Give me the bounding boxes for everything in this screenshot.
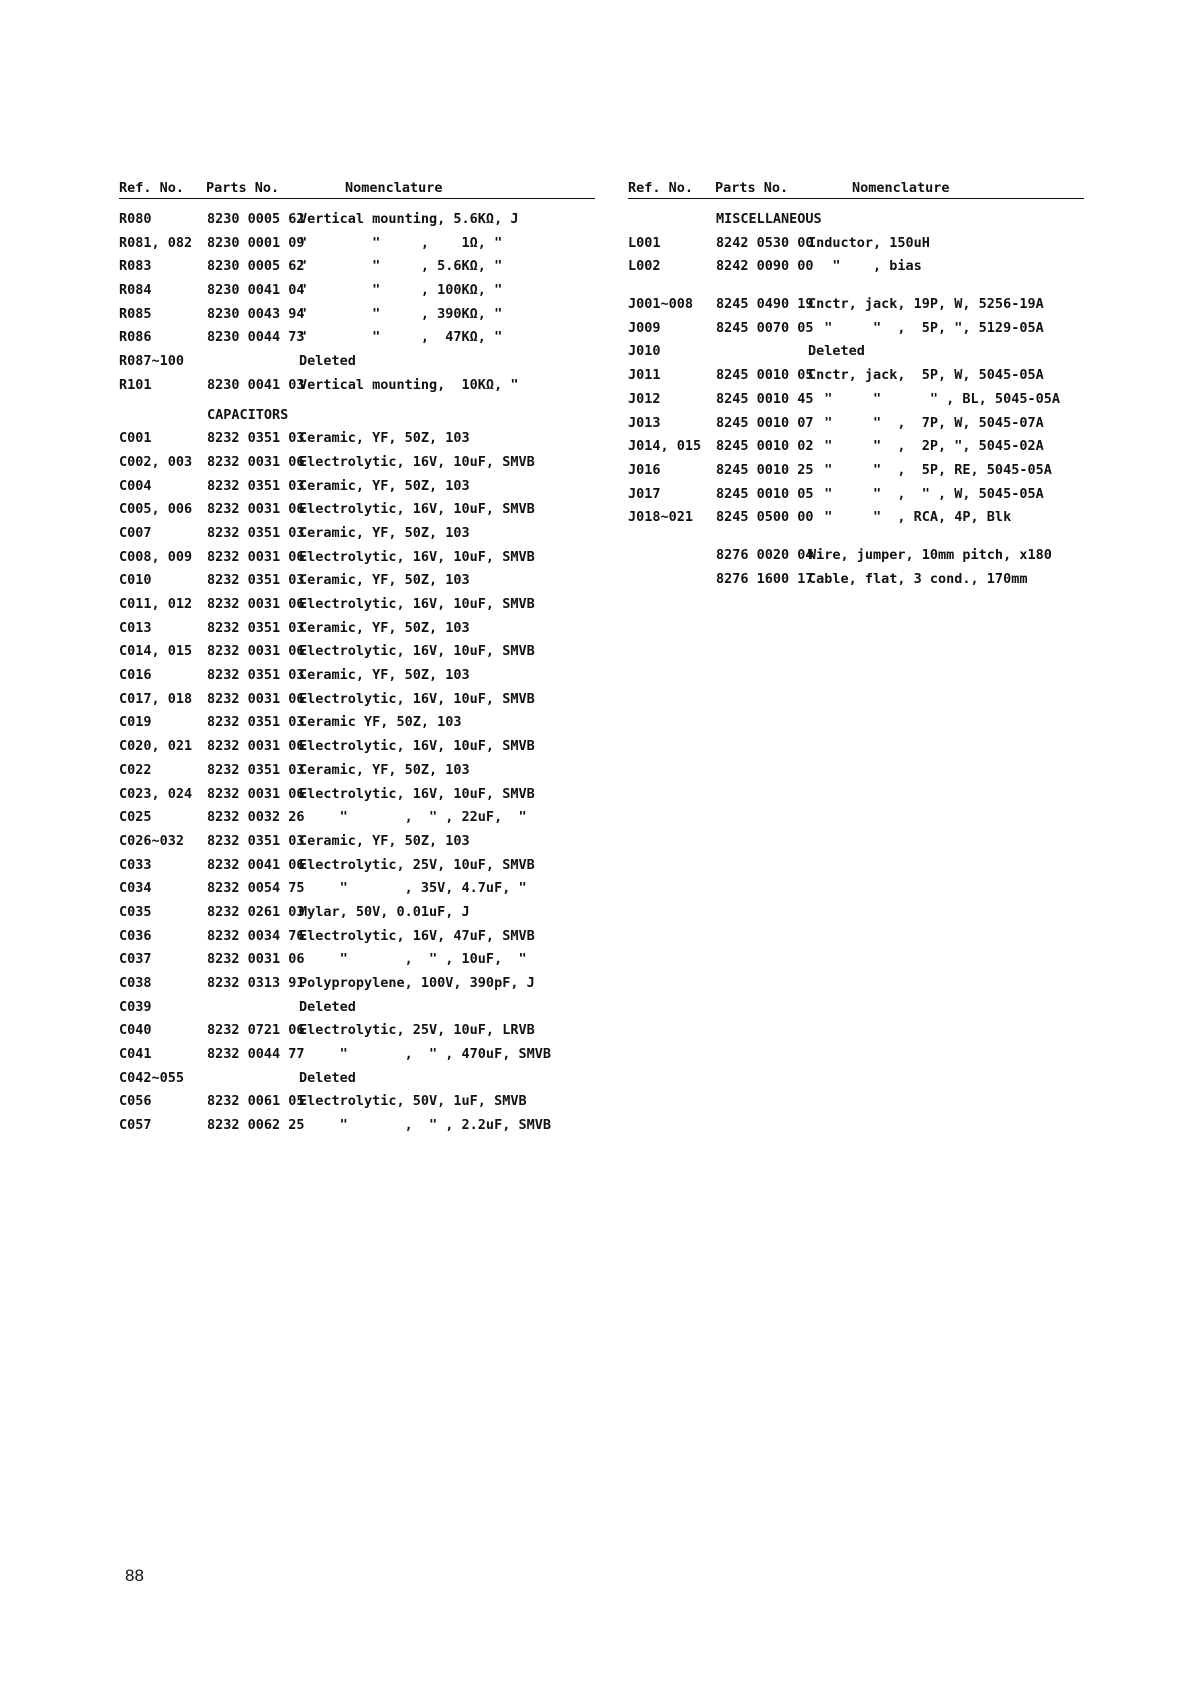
nomenclature-cell: Electrolytic, 50V, 1uF, SMVB [299, 1093, 527, 1110]
wire-cable-list [628, 545, 1084, 592]
table-row [119, 547, 595, 571]
nomenclature-cell: Electrolytic, 16V, 10uF, SMVB [299, 738, 535, 755]
nomenclature-cell: Electrolytic, 16V, 47uF, SMVB [299, 927, 535, 944]
nomenclature-cell: Ceramic, YF, 50Z, 103 [299, 477, 470, 494]
parts-no-cell: 8232 0351 03 [207, 714, 305, 731]
parts-no-cell: 8230 0041 04 [207, 282, 305, 299]
parts-no-cell: 8232 0061 05 [207, 1093, 305, 1110]
table-row [119, 256, 595, 280]
ref-no-cell: C019 [119, 714, 152, 731]
ref-no-cell: J016 [628, 461, 661, 478]
ref-no-cell: C033 [119, 856, 152, 873]
section-title-capacitors [119, 405, 595, 429]
table-row [119, 641, 595, 665]
ref-no-cell: C002, 003 [119, 453, 193, 470]
nomenclature-cell: Vertical mounting, 10KΩ, " [299, 376, 519, 393]
parts-no-cell: 8245 0070 05 [716, 319, 814, 336]
parts-no-cell: 8276 1600 17 [716, 570, 814, 587]
parts-no-cell: 8232 0032 26 [207, 809, 305, 826]
table-row [119, 973, 595, 997]
ref-no-header: Ref. No. [628, 180, 694, 196]
left-parts-table [119, 176, 595, 1139]
ref-no-cell: R081, 082 [119, 234, 193, 251]
table-row [119, 304, 595, 328]
parts-no-cell: 8232 0034 76 [207, 927, 305, 944]
nomenclature-cell: " , " , 10uF, " [299, 951, 527, 968]
nomenclature-cell: Electrolytic, 16V, 10uF, SMVB [299, 453, 535, 470]
nomenclature-cell: Inductor, 150uH [808, 234, 930, 251]
nomenclature-cell: Electrolytic, 25V, 10uF, SMVB [299, 856, 535, 873]
nomenclature-cell: " " , 1Ω, " [299, 234, 503, 251]
nomenclature-cell: Electrolytic, 16V, 10uF, SMVB [299, 548, 535, 565]
parts-no-header: Parts No. [715, 180, 789, 196]
parts-no-cell: 8232 0054 75 [207, 880, 305, 897]
ref-no-cell: C007 [119, 524, 152, 541]
ref-no-cell: J010 [628, 343, 661, 360]
nomenclature-cell: Cable, flat, 3 cond., 170mm [808, 570, 1028, 587]
parts-no-cell: 8230 0005 62 [207, 211, 305, 227]
nomenclature-cell: Polypropylene, 100V, 390pF, J [299, 975, 535, 991]
ref-no-cell: J013 [628, 414, 661, 431]
capacitors-title: CAPACITORS [207, 406, 289, 423]
parts-no-cell: 8230 0043 94 [207, 305, 305, 322]
nomenclature-cell: Vertical mounting, 5.6KΩ, J [299, 211, 519, 227]
nomenclature-cell: Mylar, 50V, 0.01uF, J [299, 903, 470, 920]
left-table-header [119, 176, 595, 199]
table-row [119, 1091, 595, 1115]
nomenclature-cell: Ceramic, YF, 50Z, 103 [299, 430, 470, 447]
nomenclature-cell: " " , 5P, RE, 5045-05A [808, 461, 1052, 478]
parts-no-cell: 8232 0351 03 [207, 572, 305, 589]
table-row [628, 294, 1084, 318]
table-row [119, 618, 595, 642]
table-row [119, 997, 595, 1021]
connector-list [628, 294, 1084, 531]
table-row [119, 570, 595, 594]
parts-no-cell: 8232 0261 03 [207, 903, 305, 920]
parts-no-cell: 8232 0044 77 [207, 1046, 305, 1063]
table-row [119, 831, 595, 855]
ref-no-cell: C026~032 [119, 832, 185, 849]
parts-no-cell: 8245 0010 05 [716, 485, 814, 502]
nomenclature-cell: " , " , 470uF, SMVB [299, 1046, 551, 1063]
parts-no-cell: 8232 0721 06 [207, 1022, 305, 1039]
parts-no-cell: 8232 0351 03 [207, 619, 305, 636]
ref-no-cell: C037 [119, 951, 152, 968]
table-row [628, 233, 1084, 257]
nomenclature-cell: " " , 7P, W, 5045-07A [808, 414, 1044, 431]
ref-no-cell: R086 [119, 329, 152, 346]
nomenclature-cell: " , 35V, 4.7uF, " [299, 880, 527, 897]
nomenclature-cell: Electrolytic, 16V, 10uF, SMVB [299, 501, 535, 518]
right-parts-table [628, 176, 1084, 592]
nomenclature-cell: Ceramic, YF, 50Z, 103 [299, 832, 470, 849]
nomenclature-cell: Cnctr, jack, 5P, W, 5045-05A [808, 367, 1044, 384]
table-row [628, 318, 1084, 342]
ref-no-cell: C005, 006 [119, 501, 193, 518]
ref-no-cell: J011 [628, 367, 661, 384]
ref-no-cell: C017, 018 [119, 690, 193, 707]
ref-no-cell: L002 [628, 258, 661, 275]
parts-no-cell: 8245 0010 07 [716, 414, 814, 431]
table-row [119, 351, 595, 375]
parts-no-cell: 8232 0031 06 [207, 785, 305, 802]
ref-no-cell: R084 [119, 282, 152, 299]
capacitor-list [119, 428, 595, 1139]
table-row [119, 1044, 595, 1068]
table-row [628, 365, 1084, 389]
parts-no-cell: 8232 0031 06 [207, 596, 305, 612]
table-row [119, 949, 595, 973]
section-title-miscellaneous [628, 209, 1084, 233]
parts-no-cell: 8276 0020 04 [716, 546, 814, 563]
ref-no-cell: R083 [119, 258, 152, 275]
parts-no-cell: 8232 0062 25 [207, 1117, 305, 1134]
parts-no-cell: 8232 0031 06 [207, 548, 305, 565]
table-row [119, 523, 595, 547]
parts-no-cell: 8245 0010 02 [716, 438, 814, 455]
parts-no-cell: 8232 0041 06 [207, 856, 305, 873]
ref-no-cell: J017 [628, 485, 661, 502]
nomenclature-cell: Ceramic, YF, 50Z, 103 [299, 524, 470, 541]
parts-no-cell: 8232 0031 06 [207, 453, 305, 470]
parts-no-cell: 8242 0090 00 [716, 258, 814, 275]
nomenclature-cell: Ceramic, YF, 50Z, 103 [299, 667, 470, 684]
ref-no-cell: C016 [119, 667, 152, 684]
table-row [628, 341, 1084, 365]
parts-no-cell: 8245 0490 19 [716, 296, 814, 313]
parts-no-cell: 8242 0530 00 [716, 234, 814, 251]
table-row [119, 902, 595, 926]
nomenclature-cell: " , bias [808, 258, 922, 275]
parts-no-cell: 8232 0313 91 [207, 975, 305, 991]
parts-no-cell: 8232 0351 03 [207, 524, 305, 541]
nomenclature-cell: Wire, jumper, 10mm pitch, x180 [808, 546, 1052, 563]
parts-no-cell: 8245 0500 00 [716, 509, 814, 526]
table-row [119, 280, 595, 304]
nomenclature-cell: " , " , 2.2uF, SMVB [299, 1117, 551, 1134]
ref-no-cell: C057 [119, 1117, 152, 1134]
parts-no-cell: 8245 0010 05 [716, 367, 814, 384]
table-row [119, 689, 595, 713]
parts-no-cell: 8230 0005 62 [207, 258, 305, 275]
page-number: 88 [125, 1566, 144, 1585]
nomenclature-cell: " " , 100KΩ, " [299, 282, 503, 299]
table-row [119, 499, 595, 523]
table-row [119, 760, 595, 784]
nomenclature-cell: Electrolytic, 16V, 10uF, SMVB [299, 785, 535, 802]
nomenclature-cell: Ceramic YF, 50Z, 103 [299, 714, 462, 731]
table-row [119, 233, 595, 257]
parts-no-cell: 8232 0031 06 [207, 951, 305, 968]
nomenclature-cell: Ceramic, YF, 50Z, 103 [299, 619, 470, 636]
parts-no-cell: 8232 0031 06 [207, 738, 305, 755]
table-row [119, 665, 595, 689]
inductor-list [628, 233, 1084, 280]
parts-no-cell: 8232 0031 06 [207, 690, 305, 707]
ref-no-cell: J018~021 [628, 509, 694, 526]
miscellaneous-title: MISCELLANEOUS [716, 211, 822, 227]
parts-no-cell: 8230 0041 03 [207, 376, 305, 393]
table-row [628, 569, 1084, 593]
parts-no-cell: 8232 0031 06 [207, 643, 305, 660]
parts-no-cell: 8232 0351 03 [207, 477, 305, 494]
nomenclature-cell: " " " , BL, 5045-05A [808, 390, 1060, 407]
ref-no-cell: C038 [119, 975, 152, 991]
ref-no-cell: C041 [119, 1046, 152, 1063]
table-row [119, 855, 595, 879]
table-row [628, 545, 1084, 569]
ref-no-cell: C010 [119, 572, 152, 589]
right-table-header [628, 176, 1084, 199]
table-row [119, 784, 595, 808]
nomenclature-cell: " , " , 22uF, " [299, 809, 527, 826]
nomenclature-cell: Deleted [808, 343, 865, 360]
table-row [119, 452, 595, 476]
ref-no-cell: C034 [119, 880, 152, 897]
table-row [119, 807, 595, 831]
ref-no-cell: C011, 012 [119, 596, 193, 612]
nomenclature-cell: Electrolytic, 16V, 10uF, SMVB [299, 643, 535, 660]
table-row [628, 436, 1084, 460]
nomenclature-cell: Electrolytic, 16V, 10uF, SMVB [299, 690, 535, 707]
table-row [628, 460, 1084, 484]
table-row [628, 484, 1084, 508]
table-row [119, 594, 595, 618]
parts-no-cell: 8232 0351 03 [207, 667, 305, 684]
ref-no-cell: R080 [119, 211, 152, 227]
parts-no-cell: 8232 0031 06 [207, 501, 305, 518]
ref-no-cell: C025 [119, 809, 152, 826]
resistor-list [119, 209, 595, 399]
nomenclature-cell: Deleted [299, 1069, 356, 1086]
parts-no-cell: 8245 0010 25 [716, 461, 814, 478]
parts-no-cell: 8230 0001 09 [207, 234, 305, 251]
ref-no-cell: J009 [628, 319, 661, 336]
ref-no-cell: J001~008 [628, 296, 694, 313]
nomenclature-cell: " " , 47KΩ, " [299, 329, 503, 346]
ref-no-cell: C056 [119, 1093, 152, 1110]
ref-no-cell: R101 [119, 376, 152, 393]
ref-no-cell: C013 [119, 619, 152, 636]
nomenclature-cell: " " , " , W, 5045-05A [808, 485, 1044, 502]
parts-no-cell: 8232 0351 03 [207, 430, 305, 447]
nomenclature-header: Nomenclature [345, 180, 443, 196]
ref-no-cell: C042~055 [119, 1069, 185, 1086]
ref-no-cell: C004 [119, 477, 152, 494]
ref-no-cell: C023, 024 [119, 785, 193, 802]
table-row [628, 389, 1084, 413]
table-row [119, 1020, 595, 1044]
table-row [119, 878, 595, 902]
ref-no-cell: C035 [119, 903, 152, 920]
parts-no-cell: 8230 0044 73 [207, 329, 305, 346]
ref-no-cell: C022 [119, 761, 152, 778]
nomenclature-cell: " " , 5.6KΩ, " [299, 258, 503, 275]
parts-no-cell: 8232 0351 03 [207, 761, 305, 778]
parts-no-cell: 8232 0351 03 [207, 832, 305, 849]
nomenclature-cell: Electrolytic, 16V, 10uF, SMVB [299, 596, 535, 612]
ref-no-cell: C020, 021 [119, 738, 193, 755]
ref-no-cell: J014, 015 [628, 438, 702, 455]
ref-no-header: Ref. No. [119, 180, 185, 196]
table-row [119, 327, 595, 351]
table-row [119, 1068, 595, 1092]
table-row [119, 1115, 595, 1139]
table-row [119, 736, 595, 760]
nomenclature-header: Nomenclature [852, 180, 950, 196]
nomenclature-cell: Deleted [299, 998, 356, 1015]
nomenclature-cell: Cnctr, jack, 19P, W, 5256-19A [808, 296, 1044, 313]
ref-no-cell: C001 [119, 430, 152, 447]
table-row [119, 476, 595, 500]
table-row [119, 209, 595, 233]
parts-no-header: Parts No. [206, 180, 280, 196]
ref-no-cell: C040 [119, 1022, 152, 1039]
table-row [628, 507, 1084, 531]
table-row [119, 926, 595, 950]
nomenclature-cell: Ceramic, YF, 50Z, 103 [299, 761, 470, 778]
table-row [628, 413, 1084, 437]
ref-no-cell: C039 [119, 998, 152, 1015]
parts-no-cell: 8245 0010 45 [716, 390, 814, 407]
nomenclature-cell: " " , RCA, 4P, Blk [808, 509, 1012, 526]
ref-no-cell: C036 [119, 927, 152, 944]
ref-no-cell: L001 [628, 234, 661, 251]
ref-no-cell: J012 [628, 390, 661, 407]
nomenclature-cell: " " , 390KΩ, " [299, 305, 503, 322]
ref-no-cell: R085 [119, 305, 152, 322]
nomenclature-cell: Deleted [299, 353, 356, 370]
ref-no-cell: R087~100 [119, 353, 185, 370]
ref-no-cell: C014, 015 [119, 643, 193, 660]
nomenclature-cell: Ceramic, YF, 50Z, 103 [299, 572, 470, 589]
nomenclature-cell: " " , 2P, ", 5045-02A [808, 438, 1044, 455]
table-row [628, 256, 1084, 280]
nomenclature-cell: " " , 5P, ", 5129-05A [808, 319, 1044, 336]
ref-no-cell: C008, 009 [119, 548, 193, 565]
table-row [119, 375, 595, 399]
nomenclature-cell: Electrolytic, 25V, 10uF, LRVB [299, 1022, 535, 1039]
table-row [119, 712, 595, 736]
table-row [119, 428, 595, 452]
